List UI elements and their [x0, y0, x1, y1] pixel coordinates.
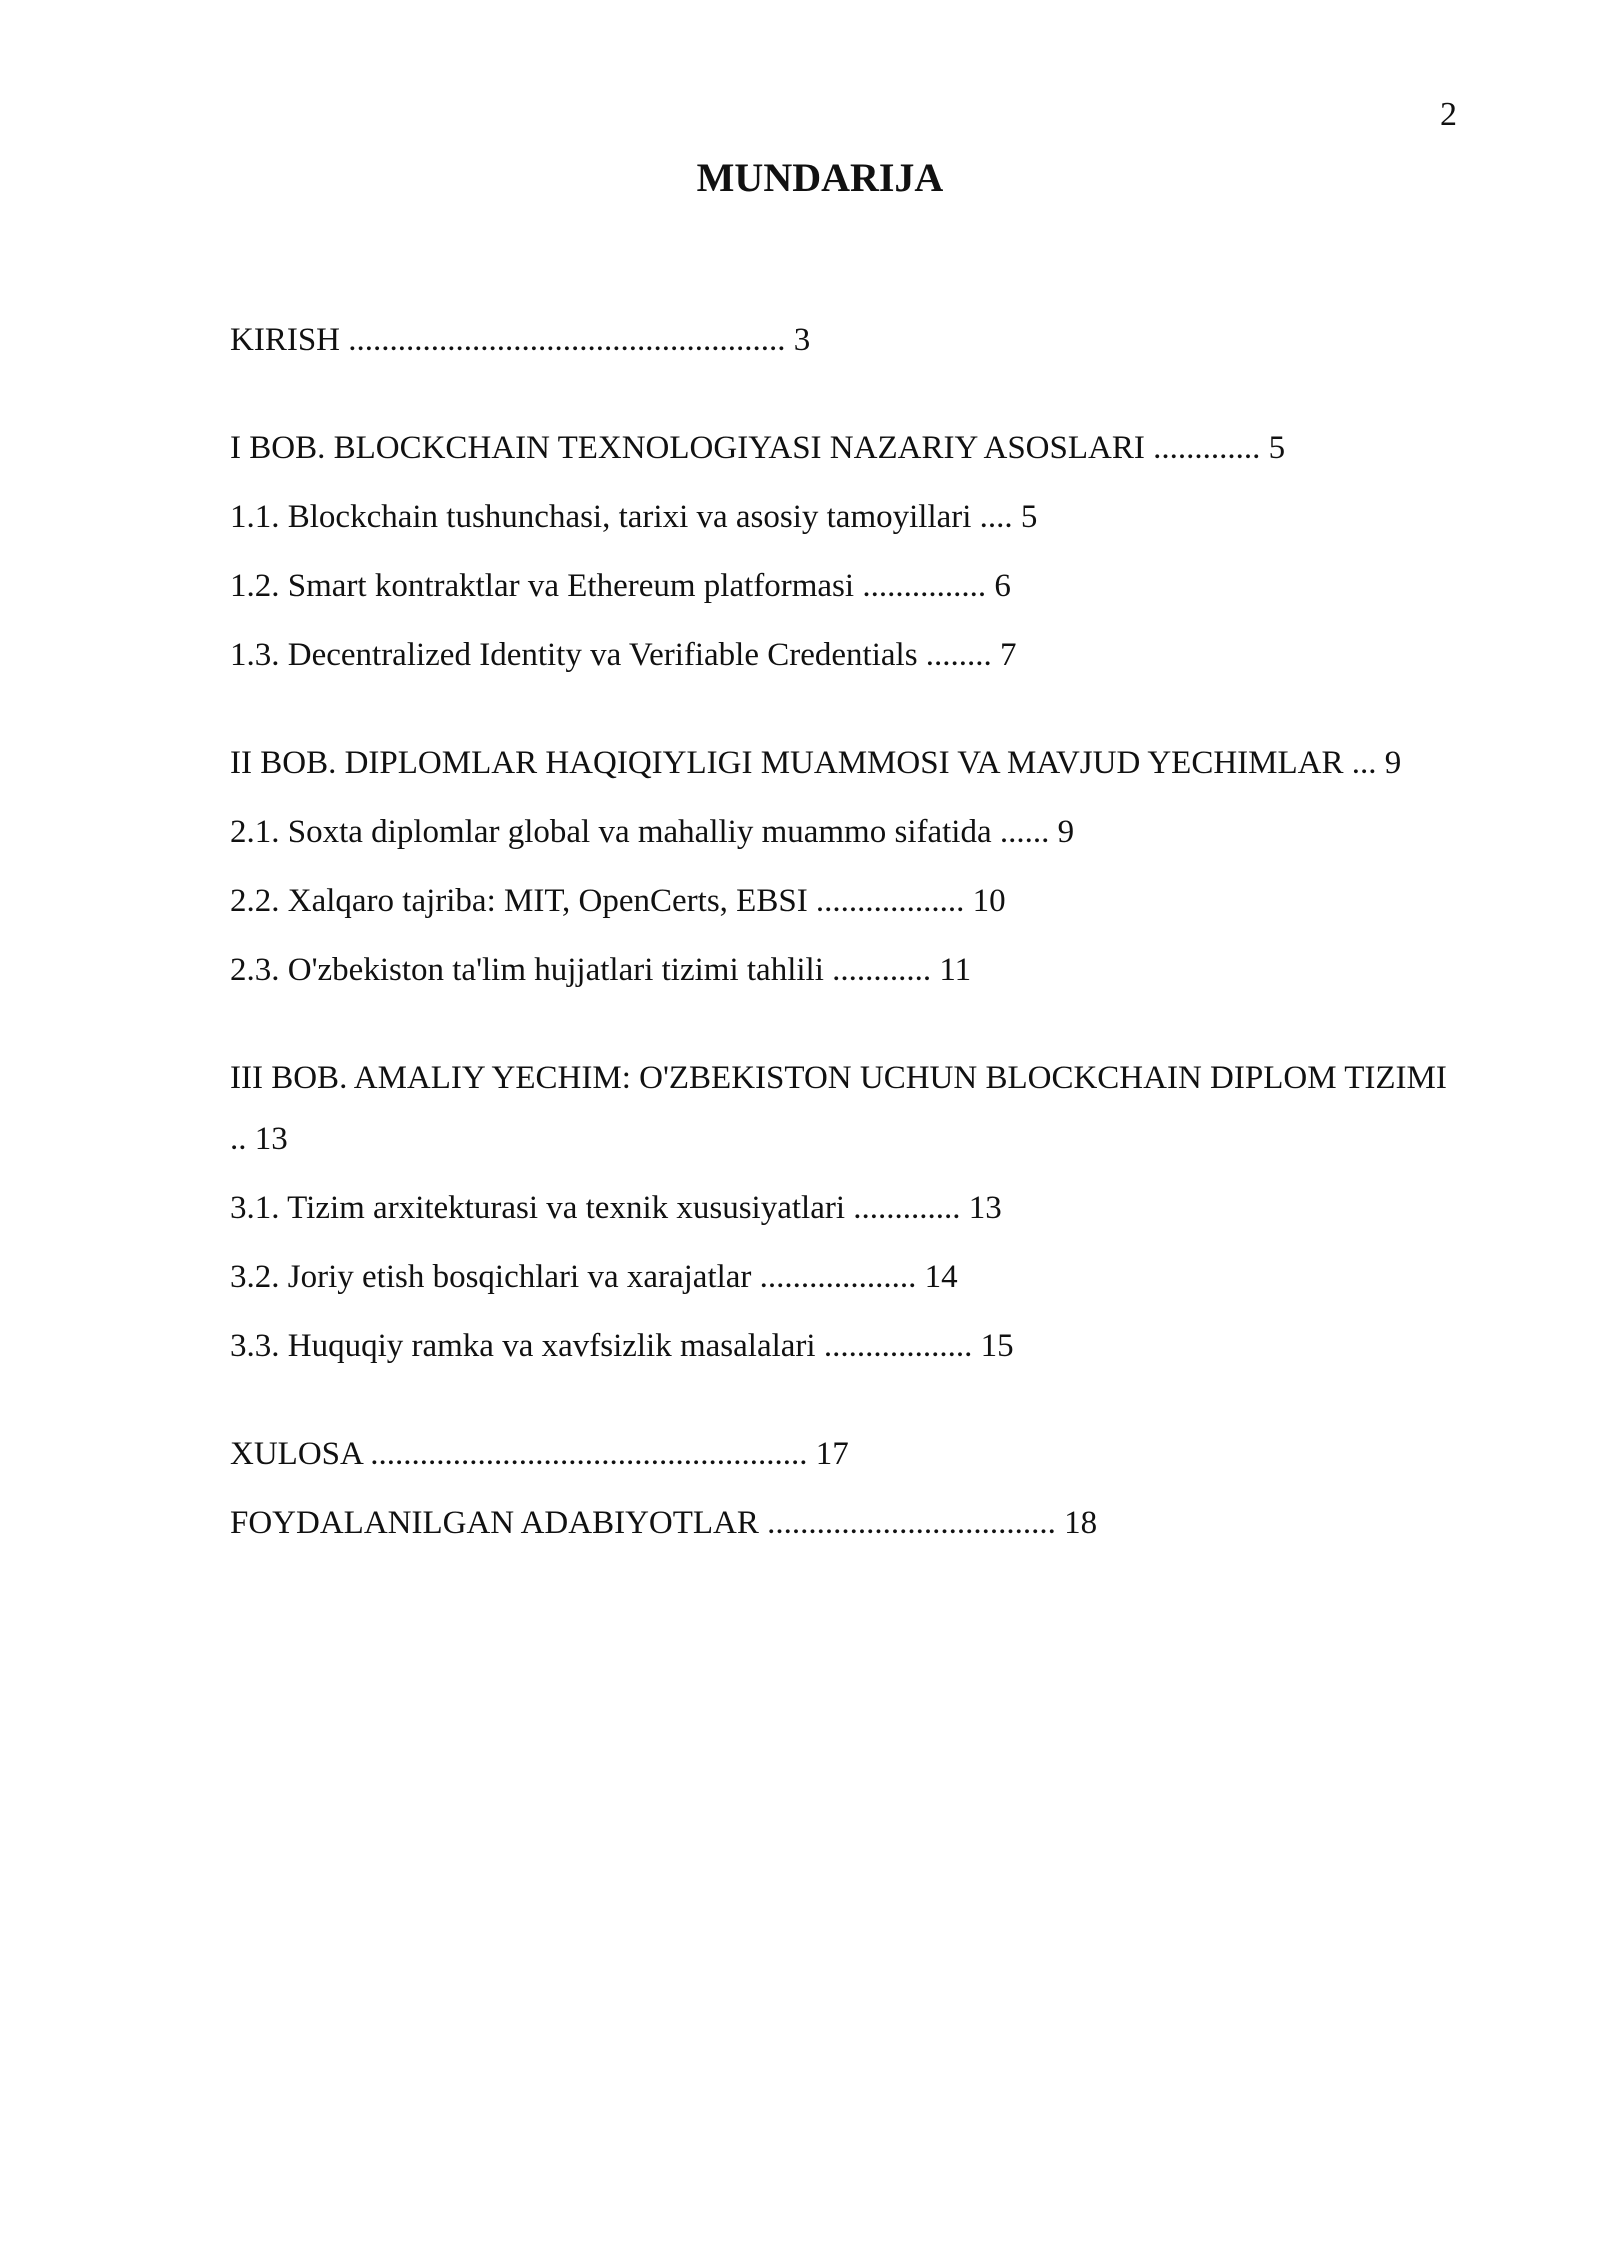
toc-section-1-3: 1.3. Decentralized Identity va Verifiable Credentials ........ 7	[230, 637, 1017, 673]
toc-chapter-2: II BOB. DIPLOMLAR HAQIQIYLIGI MUAMMOSI VA MAVJUD YECHIMLAR ... 9	[230, 745, 1402, 781]
page-number: 2	[1440, 96, 1457, 133]
toc-entry-conclusion: XULOSA ..................................................... 17	[230, 1436, 849, 1472]
toc-section-3-1: 3.1. Tizim arxitekturasi va texnik xususiyatlari ............. 13	[230, 1190, 1002, 1226]
toc-chapter-1: I BOB. BLOCKCHAIN TEXNOLOGIYASI NAZARIY ASOSLARI ............. 5	[230, 430, 1286, 466]
toc-chapter-3: III BOB. AMALIY YECHIM: O'ZBEKISTON UCHUN BLOCKCHAIN DIPLOM TIZIMI .. 13	[230, 1060, 1447, 1157]
toc-section-2-3: 2.3. O'zbekiston ta'lim hujjatlari tizimi tahlili ............ 11	[230, 952, 972, 988]
toc-entry-references: FOYDALANILGAN ADABIYOTLAR ................................... 18	[230, 1505, 1098, 1541]
toc-section-2-2: 2.2. Xalqaro tajriba: MIT, OpenCerts, EBSI .................. 10	[230, 883, 1006, 919]
page-title: MUNDARIJA	[696, 155, 944, 200]
toc-section-3-2: 3.2. Joriy etish bosqichlari va xarajatlar ................... 14	[230, 1259, 958, 1295]
table-of-contents	[230, 310, 1460, 1562]
toc-entry-intro: KIRISH ..................................................... 3	[230, 322, 811, 358]
toc-section-3-3: 3.3. Huquqiy ramka va xavfsizlik masalalari .................. 15	[230, 1328, 1014, 1364]
toc-section-2-1: 2.1. Soxta diplomlar global va mahalliy muammo sifatida ...... 9	[230, 814, 1075, 850]
toc-section-1-2: 1.2. Smart kontraktlar va Ethereum platformasi ............... 6	[230, 568, 1011, 604]
toc-section-1-1: 1.1. Blockchain tushunchasi, tarixi va asosiy tamoyillari .... 5	[230, 499, 1038, 535]
